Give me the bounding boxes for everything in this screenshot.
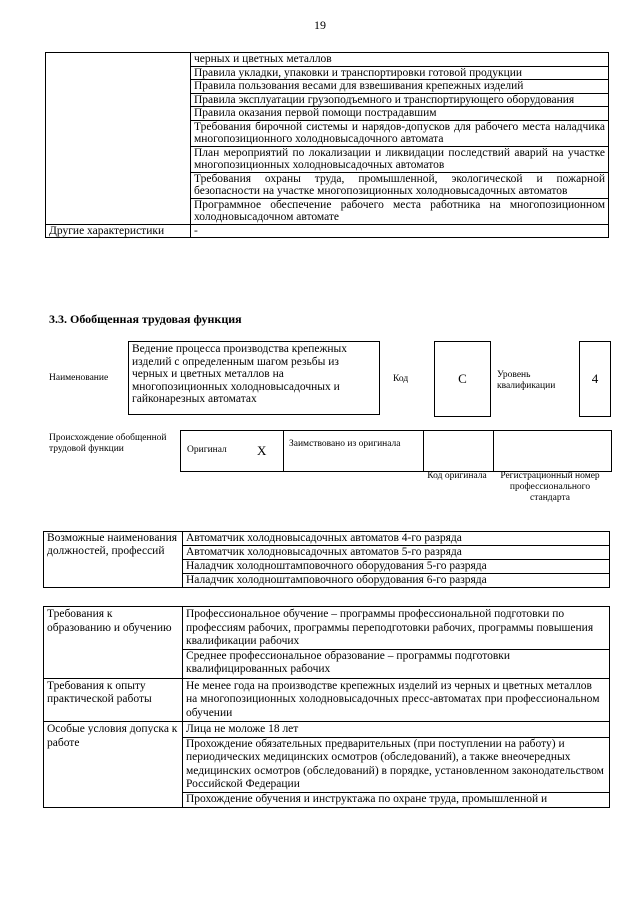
education-label: Требования к образованию и обучению (44, 607, 183, 679)
skills-row (191, 120, 609, 146)
original-label: Оригинал (187, 445, 227, 455)
skills-row: Правила оказания первой помощи пострадавшим (191, 107, 609, 121)
position-item: Наладчик холодноштамповочного оборудования 6-го разряда (186, 574, 487, 586)
experience-item: Не менее года на производстве крепежных изделий из черных и цветных металлов на многопозиционных холодновысадочных пресс-автоматах при профессиональном обучении (186, 679, 600, 719)
section-title: 3.3. Обобщенная трудовая функция (49, 312, 242, 326)
borrowed-label: Заимствовано из оригинала (289, 439, 401, 449)
skills-row (191, 198, 609, 224)
level-value: 4 (591, 371, 599, 386)
position-item: Автоматчик холодновысадочных автоматов 5-го разряда (183, 546, 609, 560)
skills-row: черных и цветных металлов (191, 53, 609, 67)
level-label: Уровень квалификации (497, 370, 556, 391)
skills-row-text: Требования охраны труда, промышленной, экологической и пожарной безопасности на участке многопозиционных холодновысадочных автоматов (194, 172, 605, 197)
origin-label: Происхождение обобщенной трудовой функции (49, 433, 167, 454)
positions-table (43, 531, 610, 588)
code-label: Код (393, 374, 409, 384)
function-code: C (458, 371, 467, 386)
admission-list (183, 722, 610, 808)
original-mark: X (257, 443, 267, 458)
skills-row-text: Программное обеспечение рабочего места работника на многопозиционном холодновысадочном автомате (194, 198, 605, 223)
admission-item: Лица не моложе 18 лет (183, 723, 609, 738)
skills-row (191, 93, 609, 107)
function-name-box (128, 341, 380, 415)
experience-list (183, 678, 610, 722)
other-characteristics-label: Другие характеристики (46, 224, 191, 238)
requirements-table (43, 606, 610, 808)
skills-row: Правила укладки, упаковки и транспортировки готовой продукции (191, 66, 609, 80)
other-characteristics-value: - (191, 224, 609, 238)
function-name: Ведение процесса производства крепежных изделий с определенным шагом резьбы из черных и цветных металлов на многопозиционных холодновысадочных и гайконарезных автоматах (132, 343, 348, 405)
position-item: Наладчик холодноштамповочного оборудования 5-го разряда (183, 560, 609, 574)
origin-divider (493, 431, 494, 471)
admission-item: Прохождение обучения и инструктажа по охране труда, промышленной и (186, 792, 548, 805)
skills-row: Правила пользования весами для взвешивания крепежных изделий (191, 80, 609, 94)
name-label: Наименование (49, 373, 109, 383)
education-item: Профессиональное обучение – программы профессиональной подготовки по профессиям рабочих, программы переподготовки рабочих, программы повышения квалификации рабочих (183, 608, 609, 650)
skills-row-text: Требования бирочной системы и нарядов-допусков для рабочего места наладчика многопозиционного холодновысадочного автомата (194, 120, 605, 145)
skills-row-text: План мероприятий по локализации и ликвидации последствий аварий на участке многопозиционных холодновысадочных автоматов (194, 146, 605, 171)
admission-item: Прохождение обязательных предварительных (при поступлении на работу) и периодических медицинских осмотров (обследований), а также внеочередных медицинских осмотров (обследований) в порядке, установленном законодательством Российской Федерации (183, 738, 609, 793)
skills-row-text: Правила эксплуатации грузоподъемного и транспортирующего оборудования (194, 93, 575, 106)
positions-list (183, 532, 610, 588)
origin-divider (423, 431, 424, 471)
position-item: Автоматчик холодновысадочных автоматов 4-го разряда (183, 532, 609, 546)
admission-label: Особые условия допуска к работе (44, 722, 183, 808)
skills-row (191, 146, 609, 172)
function-code-box (434, 341, 491, 417)
origin-box (180, 430, 612, 472)
code-original-caption: Код оригинала (427, 471, 487, 481)
education-list (183, 607, 610, 679)
positions-label: Возможные наименования должностей, профессий (44, 532, 183, 588)
origin-divider (283, 431, 284, 471)
page-number: 19 (314, 18, 326, 32)
reg-number-caption: Регистрационный номер профессионального стандарта (500, 471, 600, 503)
skills-label-cell (46, 53, 191, 225)
experience-label: Требования к опыту практической работы (44, 678, 183, 722)
skills-row (191, 172, 609, 198)
skills-table (45, 52, 609, 238)
education-item: Среднее профессиональное образование – программы подготовки квалифицированных рабочих (186, 649, 511, 675)
level-box (579, 341, 611, 417)
